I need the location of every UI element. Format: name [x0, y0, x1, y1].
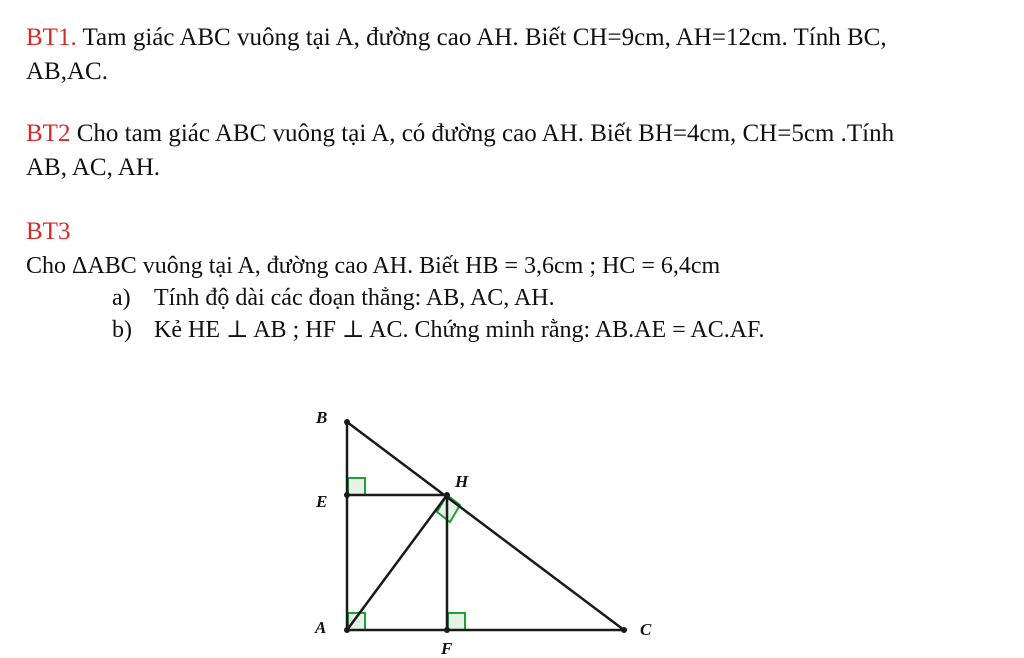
bt3-text-1: Cho ΔABC vuông tại A, đường cao AH. Biết HB = 3,6cm ; HC = 6,4cm [26, 253, 721, 279]
right-angle-mark-e [348, 478, 365, 495]
point-c [621, 627, 627, 633]
point-f [444, 627, 450, 633]
point-label-e: E [316, 492, 328, 511]
bt1-label: BT1. [26, 24, 77, 51]
right-angle-mark-f [448, 613, 465, 630]
bt3-item-b-text: Kẻ HE ⊥ AB ; HF ⊥ AC. Chứng minh rằng: AB.AE = AC.AF. [154, 317, 765, 343]
point-label-b: B [316, 408, 328, 427]
geometry-figure [300, 395, 700, 658]
bt3-item-b [112, 314, 764, 346]
bt1-line-1 [26, 21, 887, 55]
point-label-f: F [441, 639, 453, 658]
bt2-text-1: Cho tam giác ABC vuông tại A, có đường cao AH. Biết BH=4cm, CH=5cm .Tính [70, 120, 895, 147]
bt3-item-a-marker: a) [112, 285, 131, 311]
triangle-diagram [300, 395, 700, 658]
bt1-text-1: Tam giác ABC vuông tại A, đường cao AH. Biết CH=9cm, AH=12cm. Tính BC, [76, 24, 887, 51]
point-label-c: C [640, 620, 652, 639]
point-b [344, 419, 350, 425]
bt3-item-a [112, 282, 555, 314]
bt3-item-a-text: Tính độ dài các đoạn thẳng: AB, AC, AH. [154, 285, 555, 311]
point-e [344, 492, 350, 498]
bt2-line-1 [26, 117, 894, 151]
bt1-line-2: AB,AC. [26, 58, 108, 85]
bt3-item-b-marker: b) [112, 317, 132, 343]
point-label-h: H [455, 472, 469, 491]
point-label-a: A [315, 618, 327, 637]
point-h [444, 492, 450, 498]
bt3-label: BT3 [26, 218, 71, 245]
point-a [344, 627, 350, 633]
bt2-line-2: AB, AC, AH. [26, 154, 161, 181]
bt2-label: BT2 [26, 120, 71, 147]
segment-ah [347, 495, 447, 630]
segment-bc [347, 422, 624, 630]
